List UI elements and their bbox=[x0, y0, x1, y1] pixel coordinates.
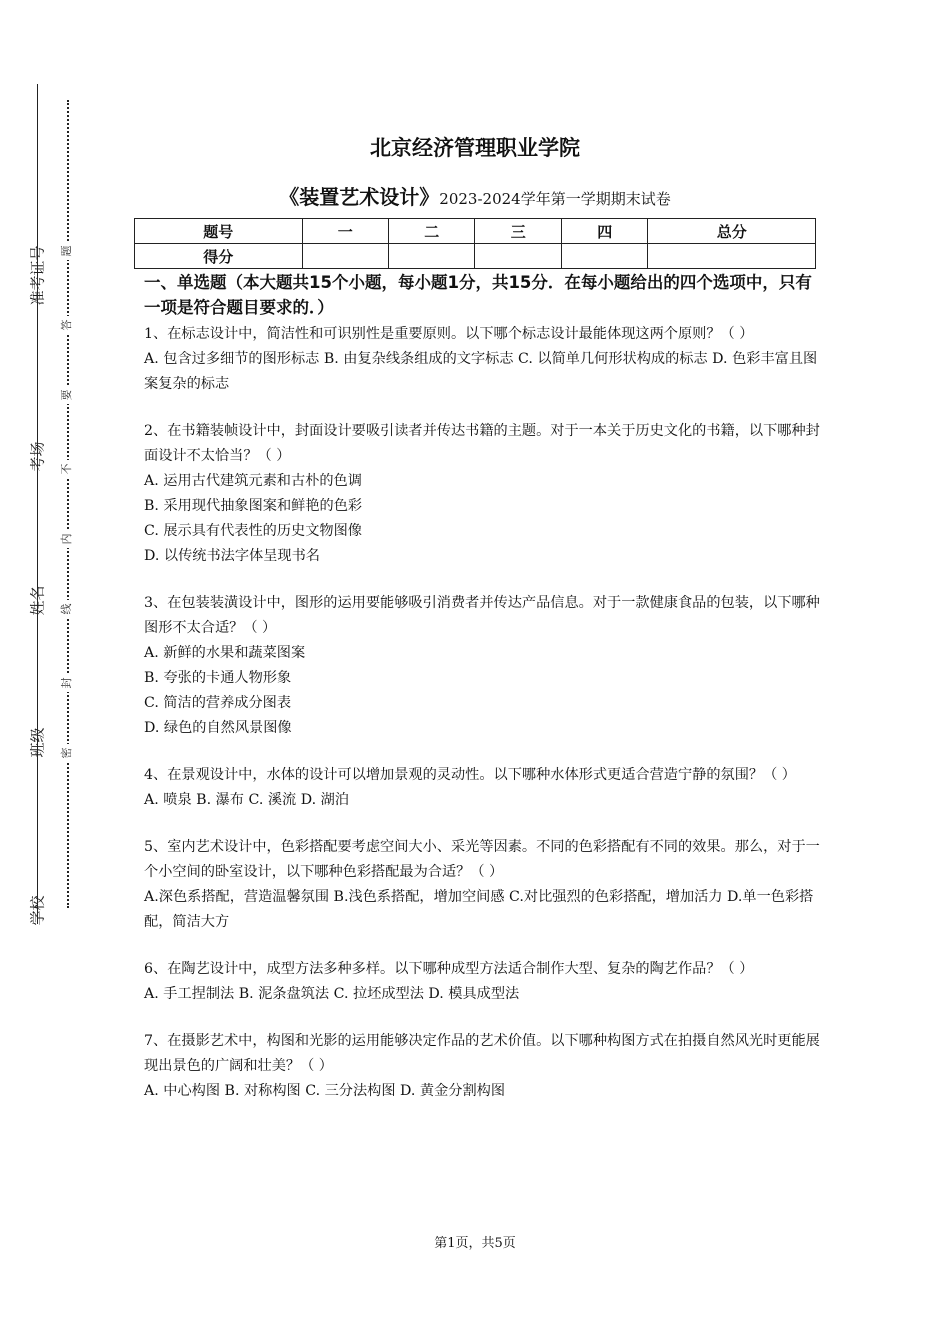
option-d: D. 以传统书法字体呈现书名 bbox=[144, 548, 320, 564]
question bbox=[144, 835, 824, 935]
seal-char: 不 bbox=[60, 460, 74, 478]
score-cell[interactable] bbox=[561, 244, 647, 269]
score-header-cell: 总分 bbox=[648, 219, 816, 244]
seal-char: 答 bbox=[60, 316, 74, 334]
question bbox=[144, 957, 824, 1007]
option-b: B. 采用现代抽象图案和鲜艳的色彩 bbox=[144, 498, 363, 514]
binding-solid-line bbox=[37, 84, 38, 924]
label-school: 学校 bbox=[28, 895, 47, 926]
score-header-cell: 题号 bbox=[135, 219, 303, 244]
question-stem: 3、在包装装潢设计中，图形的运用要能够吸引消费者并传达产品信息。对于一款健康食品的包装，以下哪种图形不太合适？（ ） bbox=[144, 595, 820, 636]
question-options: A. 包含过多细节的图形标志 B. 由复杂线条组成的文字标志 C. 以简单几何形状构成的标志 D. 色彩丰富且图案复杂的标志 bbox=[144, 351, 818, 392]
score-table bbox=[134, 218, 816, 269]
question-options: A.深色系搭配，营造温馨氛围 B.浅色系搭配，增加空间感 C.对比强烈的色彩搭配，增加活力 D.单一色彩搭配，简洁大方 bbox=[144, 889, 814, 930]
score-cell[interactable] bbox=[302, 244, 388, 269]
question-stem: 4、在景观设计中，水体的设计可以增加景观的灵动性。以下哪种水体形式更适合营造宁静的氛围？（ ） bbox=[144, 767, 796, 783]
seal-char: 线 bbox=[60, 600, 74, 618]
score-header-cell: 二 bbox=[388, 219, 474, 244]
seal-char: 要 bbox=[60, 386, 74, 404]
question-options: A. 手工捏制法 B. 泥条盘筑法 C. 拉坯成型法 D. 模具成型法 bbox=[144, 986, 520, 1002]
question-stem: 6、在陶艺设计中，成型方法多种多样。以下哪种成型方法适合制作大型、复杂的陶艺作品？（ ） bbox=[144, 961, 754, 977]
score-cell[interactable] bbox=[475, 244, 561, 269]
question-options: A. 喷泉 B. 瀑布 C. 溪流 D. 湖泊 bbox=[144, 792, 349, 808]
score-cell[interactable] bbox=[388, 244, 474, 269]
page-footer: 第1页，共5页 bbox=[434, 1236, 516, 1251]
option-d: D. 绿色的自然风景图像 bbox=[144, 720, 292, 736]
score-header-cell: 一 bbox=[302, 219, 388, 244]
score-table-score-row bbox=[135, 244, 816, 269]
question bbox=[144, 322, 824, 397]
seal-char: 密 bbox=[60, 744, 74, 762]
seal-char: 题 bbox=[60, 242, 74, 260]
question bbox=[144, 591, 824, 741]
score-header-cell: 四 bbox=[561, 219, 647, 244]
option-c: C. 简洁的营养成分图表 bbox=[144, 695, 292, 711]
seal-char: 封 bbox=[60, 674, 74, 692]
question bbox=[144, 1029, 824, 1104]
seal-char: 内 bbox=[60, 530, 74, 548]
score-cell[interactable] bbox=[648, 244, 816, 269]
option-c: C. 展示具有代表性的历史文物图像 bbox=[144, 523, 362, 539]
label-class: 班级 bbox=[28, 727, 47, 758]
question-stem: 5、室内艺术设计中，色彩搭配要考虑空间大小、采光等因素。不同的色彩搭配有不同的效果。那么，对于一个小空间的卧室设计，以下哪种色彩搭配最为合适？（ ） bbox=[144, 839, 820, 880]
label-name: 姓名 bbox=[28, 585, 47, 616]
question bbox=[144, 419, 824, 569]
score-row-label: 得分 bbox=[135, 244, 303, 269]
score-header-cell: 三 bbox=[475, 219, 561, 244]
option-a: A. 新鲜的水果和蔬菜图案 bbox=[144, 645, 306, 661]
question bbox=[144, 763, 824, 813]
school-title: 北京经济管理职业学院 bbox=[370, 136, 580, 160]
label-exam-number: 准考证号 bbox=[28, 245, 47, 306]
option-a: A. 运用古代建筑元素和古朴的色调 bbox=[144, 473, 362, 489]
score-table-header-row bbox=[135, 219, 816, 244]
label-exam-room: 考场 bbox=[28, 441, 47, 472]
option-b: B. 夸张的卡通人物形象 bbox=[144, 670, 292, 686]
question-stem: 7、在摄影艺术中，构图和光影的运用能够决定作品的艺术价值。以下哪种构图方式在拍摄自然风光时更能展现出景色的广阔和壮美？（ ） bbox=[144, 1033, 820, 1074]
course-name: 《装置艺术设计》 bbox=[279, 185, 440, 209]
exam-term: 2023-2024学年第一学期期末试卷 bbox=[439, 190, 671, 208]
question-options: A. 中心构图 B. 对称构图 C. 三分法构图 D. 黄金分割构图 bbox=[144, 1083, 506, 1099]
question-stem: 1、在标志设计中，简洁性和可识别性是重要原则。以下哪个标志设计最能体现这两个原则？（ ） bbox=[144, 326, 754, 342]
question-content bbox=[144, 270, 824, 1126]
section-title: 一、单选题（本大题共15个小题，每小题1分，共15分．在每小题给出的四个选项中，只有一项是符合题目要求的．） bbox=[144, 273, 812, 317]
binding-dotted-line bbox=[67, 100, 69, 908]
question-stem: 2、在书籍装帧设计中，封面设计要吸引读者并传达书籍的主题。对于一本关于历史文化的书籍，以下哪种封面设计不太恰当？（ ） bbox=[144, 423, 820, 464]
exam-subtitle bbox=[0, 181, 950, 210]
